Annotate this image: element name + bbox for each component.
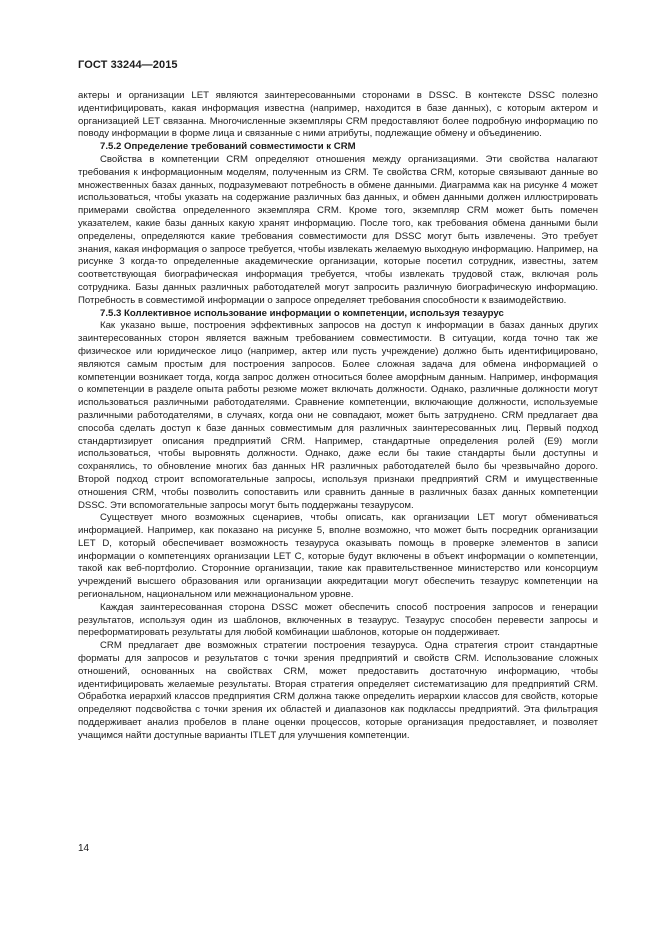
paragraph: CRM предлагает две возможных стратегии построения тезауруса. Одна стратегия строит стандартные форматы для запросов и результатов с точки зрения предприятий и свойств CRM. Использование сложных отношений, основанных на свойствах CRM, может предоставить достаточную информацию, чтобы идентифицировать желаемые результаты. Вторая стратегия определяет систематизацию для предприятий CRM. Обработка иерархий классов предприятия CRM должна также определить иерархии классов для свойств, которые определяют подсвойства с точки зрения их областей и диапазонов как подклассы предприятий. Эта фильтрация поддерживает анализ пробелов в плане оценки процессов, которые организация предоставляет, и позволяет учащимся найти доступные варианты ITLET для улучшения компетенции. [78, 640, 598, 741]
paragraph: Каждая заинтересованная сторона DSSC может обеспечить способ построения запросов и генерации результатов, используя один из шаблонов, включенных в тезаурус. Тезаурус способен перевести запросы и переформатировать результаты для любой комбинации шаблонов, которые он поддерживает. [78, 601, 598, 639]
section-heading-7-5-2: 7.5.2 Определение требований совместимости к CRM [100, 141, 356, 153]
paragraph-continuation: актеры и организации LET являются заинтересованными сторонами в DSSC. В контексте DSSC полезно идентифицировать, какая информация известна (например, находится в базе данных), с которым актером и организацией LET связанна. Многочисленные экземпляры CRM предоставляют более подробную информацию по поводу информации в форме лица и связанные с ними атрибуты, подлежащие обмену и объединению. [78, 90, 598, 140]
paragraph: Как указано выше, построения эффективных запросов на доступ к информации в базах данных других заинтересованных сторон является важным требованием совместимости. В ситуации, когда точно так же физическое или юридическое лицо (например, актер или пусть учреждение) должно быть идентифицировано, являются самым простым для построения запросов. Более сложная задача для обмена информацией о компетенции возникает тогда, когда запрос должен относиться более аморфным данным. Например, информация о компетенции в разделе опыта работы резюме может включать должности. Однако, различные должности могут использоваться различными работодателями. Сравнение компетенции, включающие должности, используемые различными работодателями, в случаях, когда они не совпадают, может быть затруднено. CRM предлагает два способа сделать доступ к базе данных совместимым для различных заинтересованных лиц. Первый подход стандартизирует описания предприятий CRM. Например, стандартные определения ролей (E9) могли использоваться, чтобы выровнять должности. Однако, даже если бы такие стандарты были доступны и сохранялись, то обновление многих баз данных HR различных работодателей было бы чрезвычайно дорого. Второй подход строит вспомогательные запросы, используя признаки предприятий CRM и имущественные отношения CRM, чтобы позволить сопоставить или сравнить данные в различных базах данных компетенции DSSC. Эти вспомогательные запросы могут быть поддержаны тезаурусом. [78, 320, 598, 511]
paragraph: Существует много возможных сценариев, чтобы описать, как организации LET могут обмениваться информацией. Например, как показано на рисунке 5, вполне возможно, что может быть посредник организации LET D, который обеспечивает возможность тезауруса оказывать помощь в проверке элементов в записи информации о компетенциях организации LET C, которые будут включены в объект информации о компетенции, такой как веб-портфолио. Сторонние организации, такие как правительственное министерство или консорциум учреждений высшего образования или организации аккредитации могут обеспечить тезаурус компетенции на региональном, национальном или межнациональном уровне. [78, 512, 598, 601]
section-heading-7-5-3: 7.5.3 Коллективное использование информации о компетенции, используя тезаурус [100, 307, 504, 319]
page-number: 14 [78, 843, 90, 854]
paragraph: Свойства в компетенции CRM определяют отношения между организациями. Эти свойства налагают требования к информационным моделям, полученным из CRM. Те свойства CRM, которые связывают данные во множественных базах данных, подразумевают потребность в обмене данными. Диаграмма как на рисунке 4 может использоваться, чтобы указать на содержание различных баз данных, и обмен данными должен иллюстрировать примерами свойства определенного экземпляра CRM. Кроме того, экземпляр CRM может быть помечен указателем, какие базы данных какую хранят информацию. После того, как требования обмена данными были определены, определяются какие требования совместимости для DSSC могут быть извлечены. Это требует знания, какая информация о запросе требуется, чтобы извлекать желаемую выходную информацию. Например, на рисунке 3 когда-то определенные академические организации, которые посетил сотрудник, известны, затем соответствующая биографическая информация требуется, чтобы извлекать трудовой стаж, включая роль сотрудника. Базы данных различных работодателей могут запросить различную биографическую информацию. Потребность в совместимой информации о запросе определяет требования способности к взаимодействию. [78, 153, 598, 306]
page-body [78, 90, 598, 743]
document-header: ГОСТ 33244—2015 [78, 59, 178, 71]
